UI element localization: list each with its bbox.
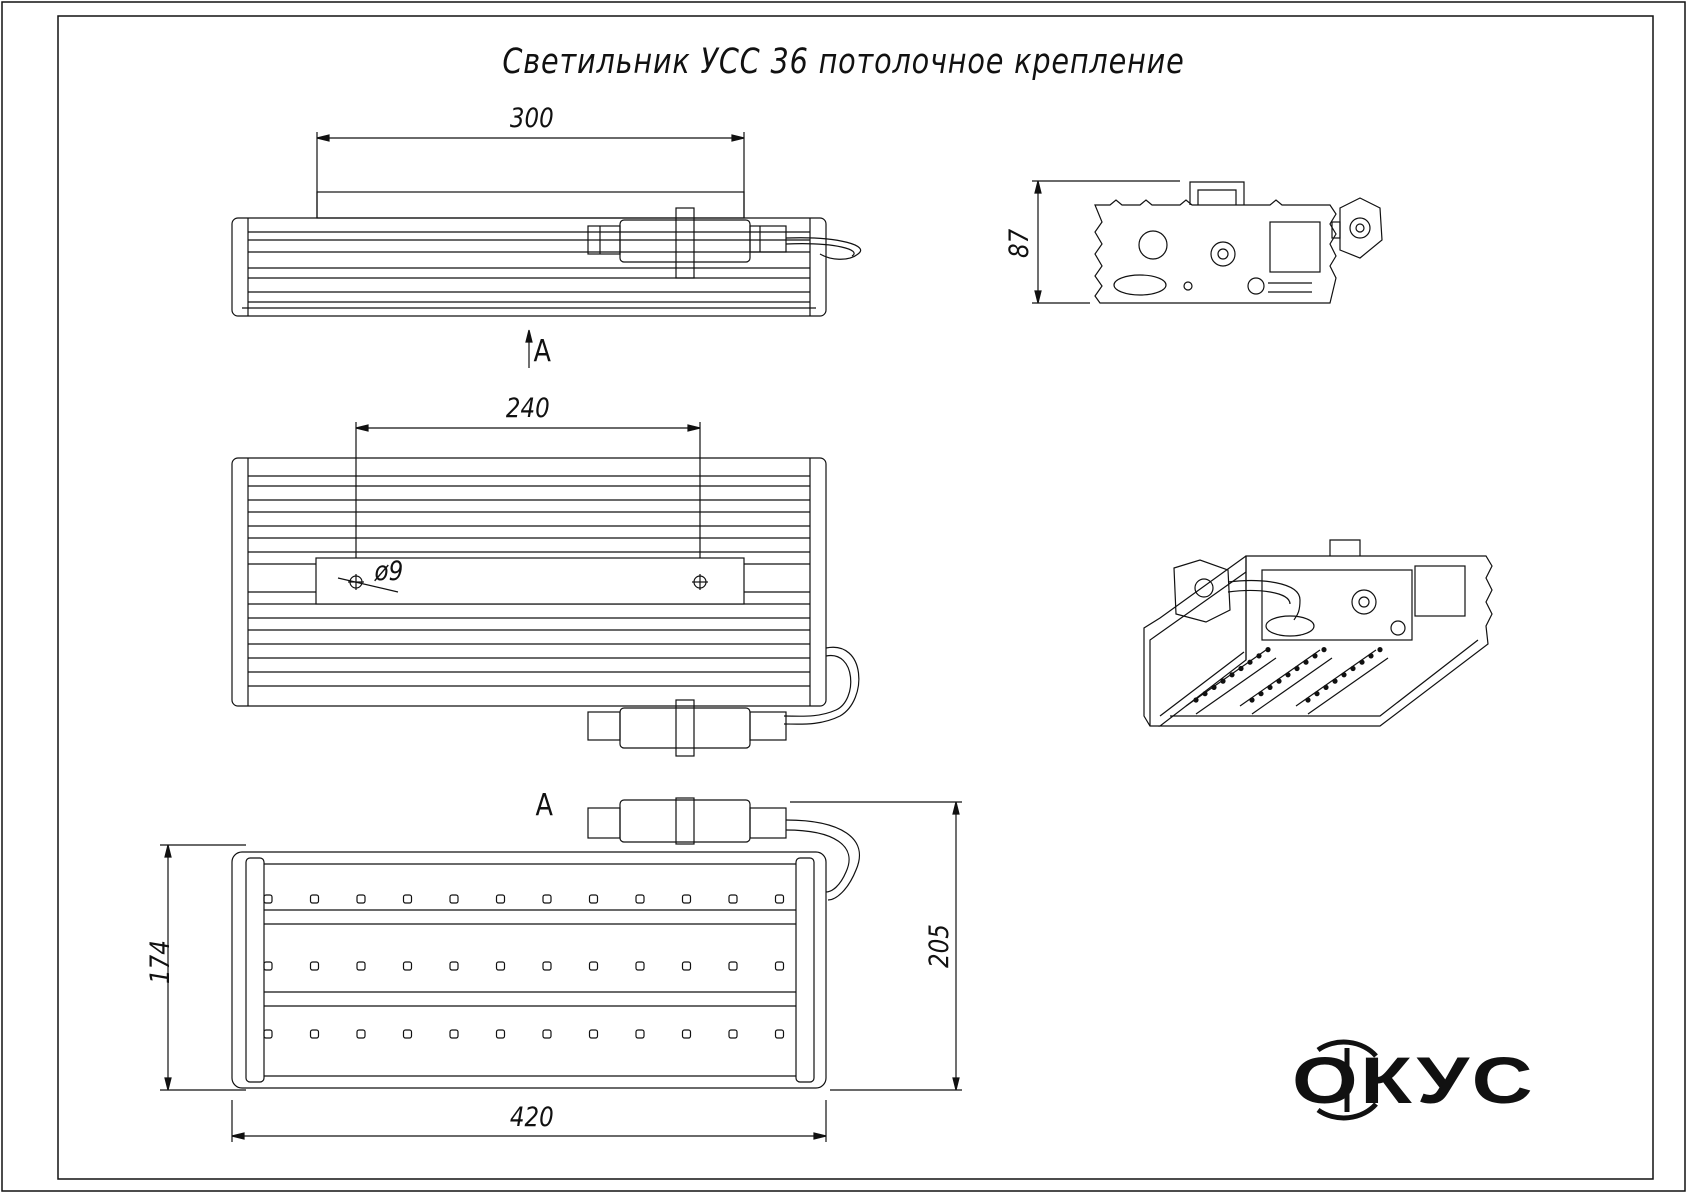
- top-view: [232, 132, 861, 316]
- led-dot: [450, 1030, 458, 1038]
- isometric-led-dot: [1203, 692, 1207, 696]
- led-array: [264, 895, 784, 1038]
- led-dot: [264, 895, 272, 903]
- led-dot: [357, 962, 365, 970]
- led-dot: [729, 1030, 737, 1038]
- led-dot: [357, 895, 365, 903]
- led-dot: [543, 895, 551, 903]
- isometric-led-dot: [1286, 673, 1290, 677]
- led-dot: [636, 962, 644, 970]
- isometric-led-array: [1194, 648, 1382, 702]
- led-dot: [311, 1030, 319, 1038]
- led-dot: [636, 895, 644, 903]
- view-arrow-a: [526, 330, 532, 368]
- isometric-led-dot: [1248, 660, 1252, 664]
- isometric-led-dot: [1194, 698, 1198, 702]
- view-arrow-label: A: [533, 334, 551, 369]
- isometric-led-dot: [1315, 692, 1319, 696]
- led-dot: [636, 1030, 644, 1038]
- led-dot: [590, 1030, 598, 1038]
- led-dot: [357, 1030, 365, 1038]
- led-dot: [776, 895, 784, 903]
- led-dot: [404, 895, 412, 903]
- dim-height-174: 174: [145, 940, 176, 984]
- view-section-label: A: [535, 788, 553, 823]
- isometric-led-dot: [1250, 698, 1254, 702]
- led-dot: [590, 962, 598, 970]
- dim-length-300: 300: [509, 103, 554, 134]
- led-dot: [776, 962, 784, 970]
- isometric-led-dot: [1324, 685, 1328, 689]
- front-view: [160, 798, 962, 1142]
- isometric-led-dot: [1221, 679, 1225, 683]
- side-view: [1032, 181, 1382, 303]
- led-dot: [497, 962, 505, 970]
- led-dot: [497, 1030, 505, 1038]
- led-dot: [729, 962, 737, 970]
- isometric-led-dot: [1306, 698, 1310, 702]
- led-dot: [264, 1030, 272, 1038]
- led-dot: [543, 962, 551, 970]
- led-dot: [311, 962, 319, 970]
- drawing-title: Светильник УСС 36 потолочное крепление: [502, 42, 1185, 82]
- isometric-led-dot: [1268, 685, 1272, 689]
- isometric-led-dot: [1378, 648, 1382, 652]
- isometric-led-dot: [1333, 679, 1337, 683]
- isometric-led-dot: [1266, 648, 1270, 652]
- isometric-led-dot: [1212, 685, 1216, 689]
- led-dot: [311, 895, 319, 903]
- isometric-led-dot: [1360, 660, 1364, 664]
- dim-height-87: 87: [1004, 228, 1035, 258]
- isometric-led-dot: [1230, 673, 1234, 677]
- mount-view: [232, 422, 859, 756]
- led-dot: [264, 962, 272, 970]
- led-dot: [683, 1030, 691, 1038]
- inner-frame: [58, 16, 1653, 1179]
- led-dot: [497, 895, 505, 903]
- dim-width-420: 420: [509, 1102, 554, 1133]
- led-dot: [543, 1030, 551, 1038]
- dim-height-205: 205: [924, 924, 955, 968]
- isometric-led-dot: [1304, 660, 1308, 664]
- isometric-led-dot: [1295, 667, 1299, 671]
- outer-border: [2, 2, 1685, 1191]
- led-dot: [404, 962, 412, 970]
- isometric-led-dot: [1257, 654, 1261, 658]
- led-dot: [776, 1030, 784, 1038]
- dim-hole-diameter: ø9: [374, 556, 404, 587]
- led-dot: [683, 962, 691, 970]
- isometric-led-dot: [1313, 654, 1317, 658]
- isometric-led-dot: [1369, 654, 1373, 658]
- led-dot: [404, 1030, 412, 1038]
- led-dot: [590, 895, 598, 903]
- isometric-led-dot: [1351, 667, 1355, 671]
- led-dot: [729, 895, 737, 903]
- led-dot: [683, 895, 691, 903]
- dim-hole-spacing-240: 240: [505, 393, 550, 424]
- isometric-led-dot: [1259, 692, 1263, 696]
- isometric-led-dot: [1239, 667, 1243, 671]
- isometric-led-dot: [1342, 673, 1346, 677]
- led-dot: [450, 962, 458, 970]
- led-dot: [450, 895, 458, 903]
- isometric-led-dot: [1322, 648, 1326, 652]
- isometric-led-dot: [1277, 679, 1281, 683]
- brand-logo: ОКУС: [1292, 1043, 1536, 1117]
